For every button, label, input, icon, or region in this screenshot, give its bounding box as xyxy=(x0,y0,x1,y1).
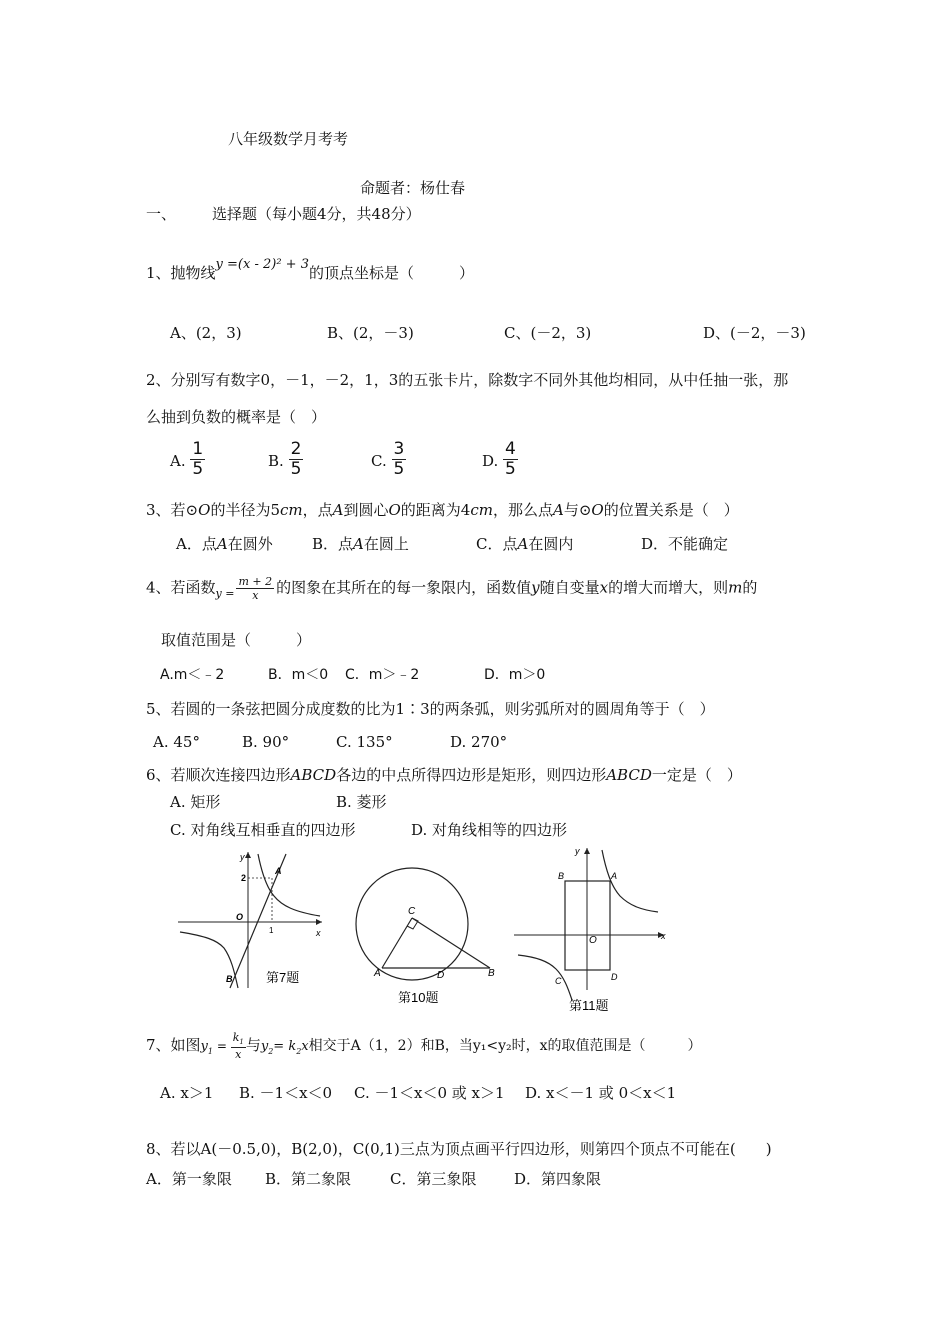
q2-option-d xyxy=(482,441,518,478)
q2-option-b-label: B. xyxy=(268,451,284,470)
q3-option-d: D．不能确定 xyxy=(641,535,729,553)
q1-stem xyxy=(146,257,474,283)
q1-option-b: B、(2，－3) xyxy=(327,324,414,342)
q5-stem: 5、若圆的一条弦把圆分成度数的比为1∶3的两条弧，则劣弧所对的圆周角等于（ ） xyxy=(146,700,715,718)
q2-option-a-label: A. xyxy=(170,451,186,470)
q3-option-c: C．点A在圆内 xyxy=(476,535,574,553)
fig10-label-d: D xyxy=(437,970,445,981)
q3-stem: 3、若⊙O的半径为5cm，点A到圆心O的距离为4cm，那么点A与⊙O的位置关系是（ ） xyxy=(146,501,739,519)
q7-y2-sub: 2 xyxy=(268,1047,274,1057)
q1-option-d: D、(－2，－3) xyxy=(703,324,806,342)
q4-option-d: D．m＞0 xyxy=(484,667,546,683)
figure-7 xyxy=(170,848,330,1018)
q2-option-c-fraction: $\frac{3}{5}$ xyxy=(393,439,405,479)
q2-option-a-fraction: $\frac{1}{5}$ xyxy=(192,439,204,479)
q3-option-a: A．点A在圆外 xyxy=(176,535,273,553)
q3-option-b: B．点A在圆上 xyxy=(312,535,409,553)
fig7-hyperbola-upper xyxy=(258,854,320,916)
fig11-label-b: B xyxy=(558,871,565,881)
q4-option-b: B．m＜0 xyxy=(268,667,329,683)
fig11-label-a: A xyxy=(611,871,618,881)
q4-fraction: $\frac{m + 2}{x}$ xyxy=(238,575,273,602)
q2-option-b xyxy=(268,441,303,478)
fig7-label-y: y xyxy=(240,852,245,862)
author-line: 命题者：杨仕春 xyxy=(360,179,466,197)
fig11-hyperbola-q3 xyxy=(518,955,572,1000)
fig7-label-x: x xyxy=(316,928,321,938)
q8-option-b: B．第二象限 xyxy=(265,1170,352,1188)
fig11-label-y: y xyxy=(575,846,580,856)
fig11-label-o: O xyxy=(589,935,597,946)
q1-prefix: 1、抛物线 xyxy=(146,264,216,282)
q8-option-c: C．第三象限 xyxy=(390,1170,477,1188)
fig11-label-d: D xyxy=(611,972,618,982)
fig7-label-b: B xyxy=(226,974,233,984)
q7-k2-sub: 2 xyxy=(296,1047,302,1057)
section-title: 选择题（每小题4分，共48分） xyxy=(212,205,421,223)
q1-suffix: 的顶点坐标是（ ） xyxy=(308,264,474,282)
q4-line2: 取值范围是（ ） xyxy=(161,631,312,649)
figure-11 xyxy=(508,842,673,1017)
q7-x: x xyxy=(301,1039,309,1055)
q6-option-c: C. 对角线互相垂直的四边形 xyxy=(170,821,356,839)
q7-option-d: D. x＜－1 或 0＜x＜1 xyxy=(525,1084,677,1102)
q5-option-c: C. 135° xyxy=(336,733,393,751)
fig7-label-1: 1 xyxy=(269,926,274,935)
fig11-label-c: C xyxy=(555,976,562,986)
q2-option-d-label: D. xyxy=(482,451,499,470)
q7-k2: = k xyxy=(273,1039,297,1055)
q5-option-a: A. 45° xyxy=(153,733,200,751)
fig7-caption: 第7题 xyxy=(266,970,300,985)
fig11-caption: 第11题 xyxy=(569,998,609,1013)
q2-option-b-fraction: $\frac{2}{5}$ xyxy=(290,439,302,479)
q2-option-c-label: C. xyxy=(371,451,387,470)
q6-option-d: D. 对角线相等的四边形 xyxy=(411,821,568,839)
q8-option-d: D．第四象限 xyxy=(514,1170,602,1188)
q7-option-b: B. －1＜x＜0 xyxy=(239,1084,333,1102)
q7-suffix: 相交于A（1，2）和B，当y₁<y₂时，x的取值范围是（ ） xyxy=(308,1038,702,1055)
fig7-label-2: 2 xyxy=(241,873,247,883)
fig11-label-x: x xyxy=(661,931,666,941)
fig10-label-c: C xyxy=(408,906,416,917)
q4-stem: 4、若函数$_{y =}$ $\frac{m + 2}{x}$ 的图象在其所在的每一象限内，函数值y随自变量x的增大而增大，则m的 xyxy=(146,575,758,602)
q5-option-b: B. 90° xyxy=(242,733,290,751)
q6-stem: 6、若顺次连接四边形ABCD各边的中点所得四边形是矩形，则四边形ABCD一定是（ ） xyxy=(146,766,742,784)
q2-line2: 么抽到负数的概率是（ ） xyxy=(146,408,327,426)
fig7-label-o: O xyxy=(236,912,244,922)
q4-option-c: C．m＞﹣2 xyxy=(345,667,420,683)
q1-option-c: C、(－2，3) xyxy=(504,324,592,342)
fig10-caption: 第10题 xyxy=(398,990,439,1005)
q5-option-d: D. 270° xyxy=(450,733,508,751)
q7-option-a: A. x＞1 xyxy=(160,1084,214,1102)
q6-option-a: A. 矩形 xyxy=(170,793,221,811)
q2-option-a xyxy=(170,441,205,478)
fig10-circle xyxy=(356,868,468,980)
q7-prefix: 7、如图 xyxy=(146,1036,201,1055)
q7-fraction: $\frac{k_1}{x}$ xyxy=(232,1031,244,1062)
fig10-label-b: B xyxy=(488,968,495,979)
section-number: 一、 xyxy=(146,205,177,223)
q8-option-a: A．第一象限 xyxy=(146,1170,232,1188)
q6-option-b: B. 菱形 xyxy=(336,793,387,811)
q4-option-a: A.m＜﹣2 xyxy=(160,667,225,683)
figure-10 xyxy=(352,850,502,1010)
q2-option-d-fraction: $\frac{4}{5}$ xyxy=(505,439,516,479)
q7-y1-sub: 1 xyxy=(207,1047,213,1057)
q7-with: 与 xyxy=(245,1036,261,1055)
q7-y2: y xyxy=(260,1039,269,1055)
q2-line1: 2、分别写有数字0，－1，－2，1，3的五张卡片，除数字不同外其他均相同，从中任抽一张，那 xyxy=(146,371,789,389)
q8-stem: 8、若以A(－0.5,0)，B(2,0)，C(0,1)三点为顶点画平行四边形，则第四个顶点不可能在( ) xyxy=(146,1140,772,1158)
q1-formula: y =(x - 2)² + 3 xyxy=(215,257,309,272)
q2-option-c xyxy=(371,441,406,478)
fig10-label-a: A xyxy=(374,968,381,979)
page-title: 八年级数学月考考 xyxy=(228,130,349,148)
q7-stem xyxy=(146,1032,702,1060)
q7-equals: = xyxy=(213,1039,231,1054)
fig7-label-a: A xyxy=(275,866,282,876)
q7-y1: y xyxy=(200,1039,208,1055)
q7-option-c: C. －1＜x＜0 或 x＞1 xyxy=(354,1084,505,1102)
q1-option-a: A、(2，3) xyxy=(170,324,242,342)
